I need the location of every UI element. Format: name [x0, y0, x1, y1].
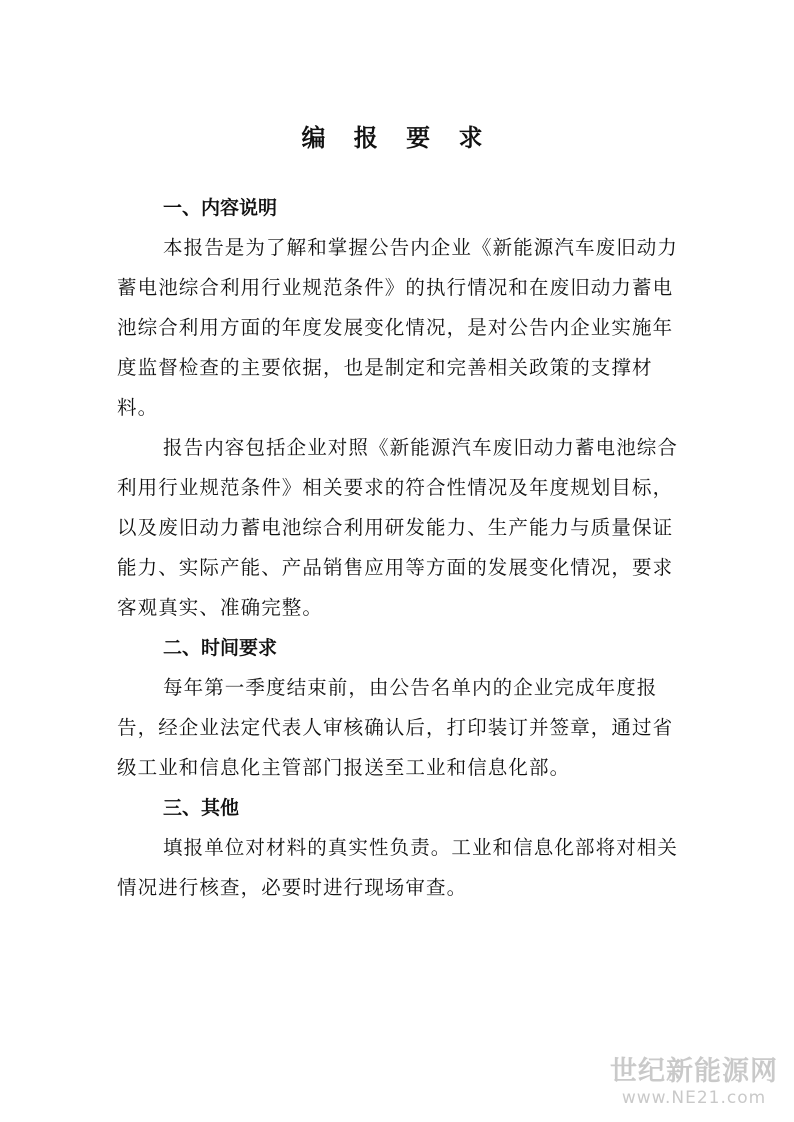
- watermark-url: www.NE21.com: [621, 1088, 767, 1108]
- section-heading-time: 二、时间要求: [163, 637, 278, 659]
- document-title: 编 报 要 求: [301, 124, 493, 152]
- section-heading-content: 一、内容说明: [163, 197, 278, 219]
- paragraph: 报告内容包括企业对照《新能源汽车废旧动力蓄电池综合利用行业规范条件》相关要求的符合性情况及年度规划目标，以及废旧动力蓄电池综合利用研发能力、生产能力与质量保证能力、实际产能、产品销售应用等方面的发展变化情况，要求客观真实、准确完整。: [117, 436, 679, 619]
- watermark-name: 世纪新能源网: [610, 1056, 778, 1087]
- paragraph: 每年第一季度结束前，由公告名单内的企业完成年度报告，经企业法定代表人审核确认后，打印装订并签章，通过省级工业和信息化主管部门报送至工业和信息化部。: [117, 676, 674, 779]
- paragraph: 填报单位对材料的真实性负责。工业和信息化部将对相关情况进行核查，必要时进行现场审查。: [117, 836, 679, 899]
- document-body: [117, 188, 683, 908]
- paragraph: 本报告是为了解和掌握公告内企业《新能源汽车废旧动力蓄电池综合利用行业规范条件》的执行情况和在废旧动力蓄电池综合利用方面的年度发展变化情况，是对公告内企业实施年度监督检查的主要依据，也是制定和完善相关政策的支撑材料。: [117, 236, 679, 419]
- watermark: [604, 1056, 784, 1108]
- section-heading-other: 三、其他: [163, 797, 240, 819]
